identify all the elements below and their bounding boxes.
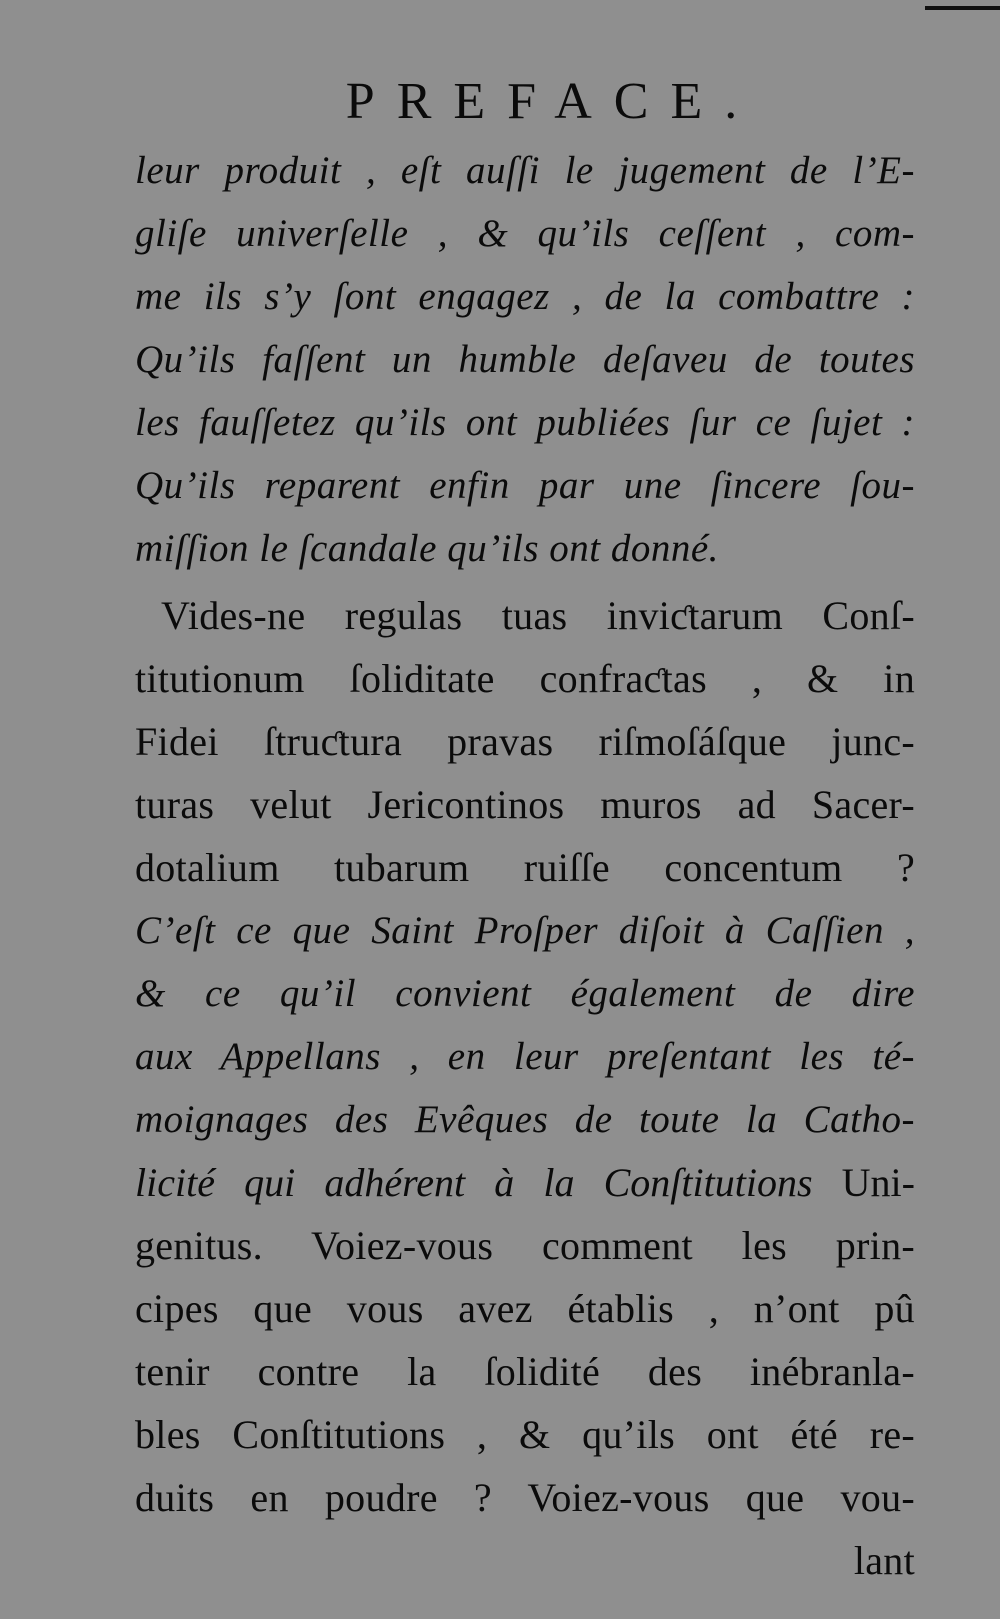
page-header: PREFACE. bbox=[345, 73, 760, 130]
text-line: & ce qu’il convient également de dire bbox=[135, 972, 915, 1015]
top-rule bbox=[925, 6, 1000, 10]
text-line: aux Appellans , en leur preſentant les té- bbox=[135, 1035, 915, 1078]
text-line: Qu’ils faſſent un humble deſaveu de toutes bbox=[135, 338, 915, 381]
text-line: miſſion le ſcandale qu’ils ont donné. bbox=[135, 527, 719, 570]
text-line: dotalium tubarum ruiſſe concentum ? bbox=[135, 845, 915, 890]
text-line: turas velut Jericontinos muros ad Sacer- bbox=[135, 782, 915, 827]
text-line: C’eſt ce que Saint Proſper diſoit à Caſſien , bbox=[135, 909, 915, 952]
text-line: duits en poudre ? Voiez-vous que vou- bbox=[135, 1475, 915, 1520]
text-line: les fauſſetez qu’ils ont publiées ſur ce ſujet : bbox=[135, 401, 915, 444]
text-line: Fidei ſtruƈtura pravas riſmoſáſque junc- bbox=[135, 719, 915, 764]
text-line bbox=[135, 1151, 915, 1214]
text-line-italic: licité qui adhérent à la Conſtitutions bbox=[135, 1160, 813, 1205]
text-line: tenir contre la ſolidité des inébranla- bbox=[135, 1349, 915, 1394]
text-line: cipes que vous avez établis , n’ont pû bbox=[135, 1286, 915, 1331]
text-line: bles Conſtitutions , & qu’ils ont été re- bbox=[135, 1412, 915, 1457]
latin-paragraph bbox=[135, 584, 915, 1592]
book-page bbox=[135, 72, 915, 1592]
italic-paragraph bbox=[135, 139, 915, 580]
text-line-roman: Uni- bbox=[841, 1160, 915, 1205]
text-line: moignages des Evêques de toute la Catho- bbox=[135, 1098, 915, 1141]
text-line: titutionum ſoliditate confraƈtas , & in bbox=[135, 656, 915, 701]
text-line: genitus. Voiez-vous comment les prin- bbox=[135, 1223, 915, 1268]
text-line: Vides-ne regulas tuas inviƈtarum Conſ- bbox=[161, 593, 915, 638]
text-line: gliſe univerſelle , & qu’ils ceſſent , com- bbox=[135, 212, 915, 255]
text-line: Qu’ils reparent enfin par une ſincere ſou- bbox=[135, 464, 915, 507]
catchword: lant bbox=[853, 1538, 915, 1583]
text-line: me ils s’y ſont engagez , de la combattre : bbox=[135, 275, 915, 318]
text-line: leur produit , eſt auſſi le jugement de l’E- bbox=[135, 149, 915, 192]
